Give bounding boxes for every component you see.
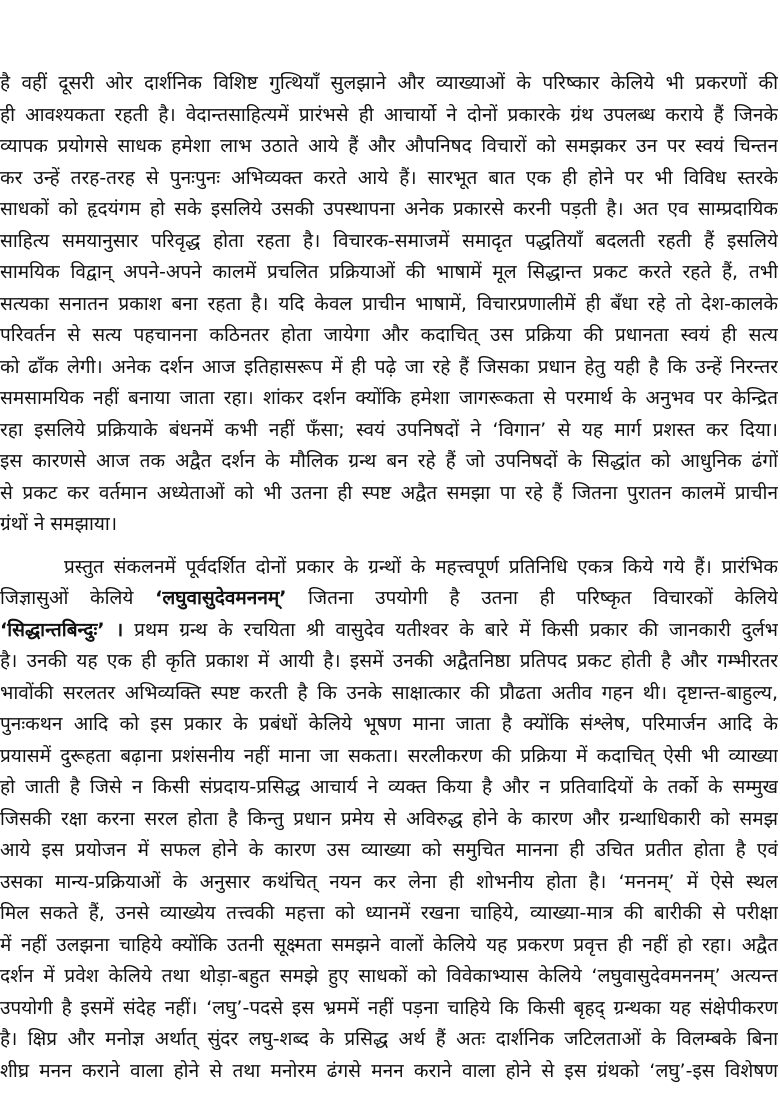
text-segment: रहा इसलिये प्रक्रियाके बंधनमें कभी नहीं फँसा; स्वयं उपनिषदों ने ‘विगान’ से यह मार्ग प्रशस्त कर दिया।	[0, 418, 778, 441]
text-line	[0, 320, 778, 352]
text-line	[0, 709, 778, 741]
text-segment: है वहीं दूसरी ओर दार्शनिक विशिष्ट गुत्थियाँ सुलझाने और व्याख्याओं के परिष्कार केलिये भी प्रकरणों की	[0, 72, 778, 94]
text-segment: ग्रंथों ने समझाया।	[0, 513, 118, 535]
text-segment: है। उनकी यह एक ही कृति प्रकाश में आयी है। इसमें उनकी अद्वैतनिष्ठा प्रतिपद प्रकट होती है और गम्भीरतर	[0, 650, 778, 672]
text-line	[0, 741, 778, 773]
text-segment: भावोंकी सरलतर अभिव्यक्ति स्पष्ट करती है कि उनके साक्षात्कार की प्रौढता अतीव गहन थी। दृष्टान्त-बाहुल्य,	[0, 681, 778, 704]
text-line	[0, 194, 778, 226]
text-line	[0, 961, 778, 993]
text-line	[0, 646, 778, 678]
text-line	[0, 352, 778, 384]
text-line	[0, 772, 778, 804]
text-segment: पुनःकथन आदि को इस प्रकार के प्रबंधों केलिये भूषण माना जाता है क्योंकि संश्लेष, परिमार्जन आदि के	[0, 713, 778, 735]
text-line	[0, 1024, 778, 1056]
text-segment: शीघ्र मनन कराने वाला होने से तथा मनोरम ढंगसे मनन कराने वाला होने से इस ग्रंथको ‘लघु’-इस विशेषण	[0, 1059, 778, 1082]
text-segment: से प्रकट कर वर्तमान अध्येताओं को भी उतना ही स्पष्ट अद्वैत समझा पा रहे हैं जितना पुरातन कालमें प्राचीन	[0, 481, 778, 504]
text-segment: प्रयासमें दुरूहता बढ़ाना प्रशंसनीय नहीं माना जा सकता। सरलीकरण की प्रक्रिया में कदाचित् ऐसी भी व्याख्या	[0, 744, 778, 767]
bold-title-text: ‘लघुवासुदेवमननम्’	[155, 587, 287, 609]
text-line	[0, 583, 778, 615]
text-segment: दर्शन में प्रवेश केलिये तथा थोड़ा-बहुत समझे हुए साधकों को विवेकाभ्यास केलिये ‘लघुवासुदेवमननम्’ अत्यन्त	[0, 965, 778, 987]
text-line	[0, 100, 778, 132]
bold-title-text: ‘सिद्धान्तबिन्दुः’ ।	[0, 618, 124, 641]
text-segment: जितना उपयोगी है उतना ही परिष्कृत विचारकों केलिये	[286, 587, 778, 609]
text-segment: आये इस प्रयोजन में सफल होने के कारण उस व्याख्या को समुचित मानना ही उचित प्रतीत होता है एवं	[0, 839, 778, 861]
text-segment: प्रथम ग्रन्थ के रचयिता श्री वासुदेव यतीश्वर के बारे में किसी प्रकार की जानकारी दुर्लभ	[123, 618, 778, 641]
text-line	[0, 509, 778, 541]
text-segment: उपयोगी है इसमें संदेह नहीं। ‘लघु’-पदसे इस भ्रममें नहीं पड़ना चाहिये कि किसी बृहद् ग्रन्थका यह संक्षेपीकरण	[0, 996, 778, 1019]
text-line	[0, 993, 778, 1025]
text-line	[0, 930, 778, 962]
text-segment: मिल सकते हैं, उनसे व्याख्येय तत्त्वकी महत्ता को ध्यानमें रखना चाहिये, व्याख्या-मात्र की बारीकी से परीक्षा	[0, 902, 778, 924]
text-line	[0, 446, 778, 478]
text-segment: जिसकी रक्षा करना सरल होता है किन्तु प्रधान प्रमेय से अविरुद्ध होने के कारण और ग्रन्थाधिकारी को समझ	[0, 807, 778, 830]
text-segment: हो जाती है जिसे न किसी संप्रदाय-प्रसिद्ध आचार्य ने व्यक्त किया है और न प्रतिवादियों के तर्को के सम्मुख	[0, 776, 778, 798]
text-line	[0, 804, 778, 836]
text-line	[0, 257, 778, 289]
text-line	[0, 898, 778, 930]
text-line	[0, 289, 778, 321]
text-segment: साधकों को हृदयंगम हो सके इसलिये उसकी उपस्थापना अनेक प्रकारसे करनी पड़ती है। अत एव साम्प्रदायिक	[0, 198, 778, 220]
text-segment: प्रस्तुत संकलनमें पूर्वदर्शित दोनों प्रकार के ग्रन्थों के महत्त्वपूर्ण प्रतिनिधि एकत्र किये गये हैं। प्रारंभिक	[64, 555, 778, 578]
text-line	[0, 226, 778, 258]
text-segment: में नहीं उलझना चाहिये क्योंकि उतनी सूक्ष्मता समझने वालों केलिये यह प्रकरण प्रवृत्त ही नहीं हो रहा। अद्वैत	[0, 933, 778, 956]
text-segment: जिज्ञासुओं केलिये	[0, 587, 156, 609]
text-segment: परिवर्तन से सत्य पहचानना कठिनतर होता जायेगा और कदाचित् उस प्रक्रिया की प्रधानता स्वयं ही सत्य	[0, 324, 778, 346]
text-segment: सत्यका सनातन प्रकाश बना रहता है। यदि केवल प्राचीन भाषामें, विचारप्रणालीमें ही बँधा रहे तो देश-कालके	[0, 292, 778, 315]
text-line	[0, 835, 778, 867]
text-segment: साहित्य समयानुसार परिवृद्ध होता रहता है। विचारक-समाजमें समादृत पद्धतियाँ बदलती रहती हैं इसलिये	[0, 229, 778, 252]
text-line	[0, 678, 778, 710]
text-segment: समसामयिक नहीं बनाया जाता रहा। शांकर दर्शन क्योंकि हमेशा जागरूकता से परमार्थ के अनुभव पर केन्द्रित	[0, 387, 778, 409]
text-line	[0, 163, 778, 195]
text-line	[0, 68, 778, 100]
text-line	[0, 415, 778, 447]
text-segment: व्यापक प्रयोगसे साधक हमेशा लाभ उठाते आये हैं और औपनिषद विचारों को समझकर उन पर स्वयं चिन्तन	[0, 135, 778, 157]
text-segment: ही आवश्यकता रहती है। वेदान्तसाहित्यमें प्रारंभसे ही आचार्यो ने दोनों प्रकारके ग्रंथ उपलब्ध कराये हैं जिनके	[0, 103, 778, 126]
text-line	[0, 615, 778, 647]
text-line	[0, 1056, 778, 1088]
text-line	[0, 867, 778, 899]
text-segment: को ढाँक लेगी। अनेक दर्शन आज इतिहासरूप में ही पढ़े जा रहे हैं जिसका प्रधान हेतु यही है कि उन्हें निरन्तर	[0, 355, 778, 378]
text-line	[0, 552, 778, 584]
text-segment: सामयिक विद्वान् अपने-अपने कालमें प्रचलित प्रक्रियाओं की भाषामें मूल सिद्धान्त प्रकट करते रहते हैं, तभी	[0, 261, 778, 283]
text-segment: इस कारणसे आज तक अद्वैत दर्शन के मौलिक ग्रन्थ बन रहे हैं जो उपनिषदों के सिद्धांत को आधुनिक ढंगों	[0, 450, 778, 472]
text-line	[0, 131, 778, 163]
text-line	[0, 383, 778, 415]
text-segment: उसका मान्य-प्रक्रियाओं के अनुसार कथंचित् नयन कर लेना ही शोभनीय होता है। ‘मननम्’ में ऐसे स्थल	[0, 870, 778, 893]
text-line	[0, 478, 778, 510]
text-segment: है। क्षिप्र और मनोज्ञ अर्थात् सुंदर लघु-शब्द के प्रसिद्ध अर्थ हैं अतः दार्शनिक जटिलताओं के विलम्बके बिना	[0, 1028, 778, 1050]
document-page	[0, 68, 778, 1087]
text-segment: कर उन्हें तरह-तरह से पुनःपुनः अभिव्यक्त करते आये हैं। सारभूत बात एक ही होने पर भी विविध स्तरके	[0, 166, 778, 189]
